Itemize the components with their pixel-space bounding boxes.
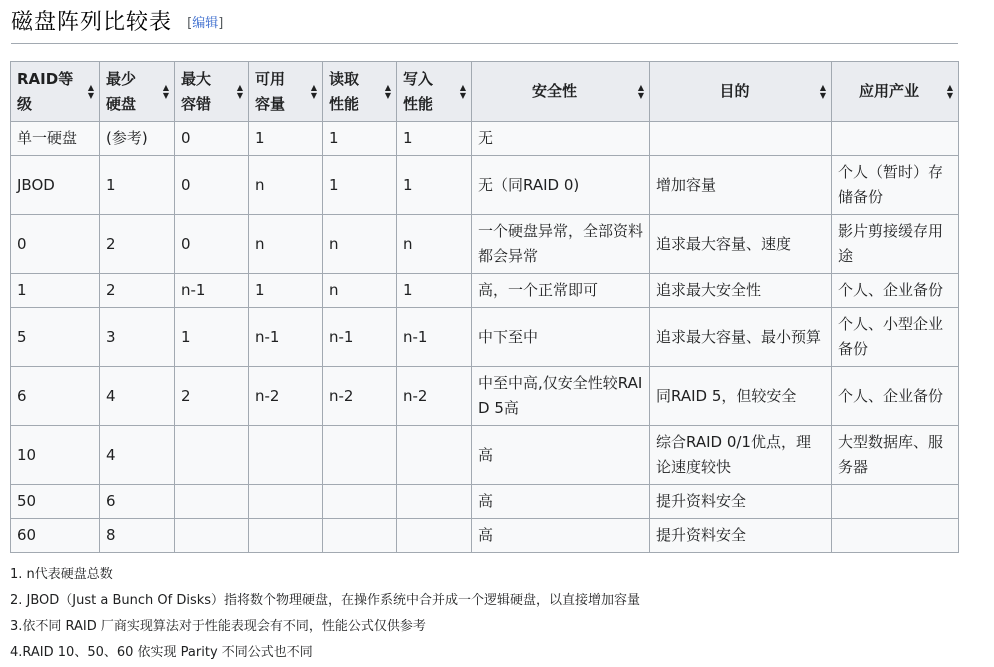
column-header-raid-level[interactable] — [11, 62, 100, 122]
header-row — [11, 62, 959, 122]
table-cell: 大型数据库、服务器 — [832, 426, 959, 485]
header-text: 目的 — [719, 82, 750, 100]
table-cell: 追求最大安全性 — [650, 274, 832, 308]
table-cell — [323, 485, 397, 519]
table-cell: 高 — [472, 485, 650, 519]
table-cell: 5 — [11, 308, 100, 367]
header-text-line1: 最少 — [106, 69, 137, 88]
header-text-line2: 容错 — [181, 94, 212, 113]
sort-arrows-icon[interactable]: ▲ ▼ — [637, 82, 644, 100]
edit-link[interactable]: 编辑 — [192, 16, 219, 31]
table-row — [11, 367, 959, 426]
table-cell: 1 — [249, 274, 323, 308]
sort-arrows-icon[interactable]: ▲ ▼ — [384, 82, 391, 100]
raid-comparison-table — [10, 61, 959, 553]
table-cell: 1 — [323, 156, 397, 215]
note-item: 1. n代表硬盘总数 — [10, 567, 113, 582]
header-text-line2: 级 — [17, 94, 33, 113]
sort-arrows-icon[interactable]: ▲ ▼ — [236, 82, 243, 100]
table-cell: 2 — [175, 367, 249, 426]
table-row — [11, 519, 959, 553]
table-cell: 4 — [100, 367, 175, 426]
header-text-line2: 硬盘 — [106, 94, 137, 113]
table-cell: n — [397, 215, 472, 274]
table-cell — [397, 426, 472, 485]
table-cell: 追求最大容量、速度 — [650, 215, 832, 274]
table-cell: 中至中高,仅安全性较RAID 5高 — [472, 367, 650, 426]
table-cell: 4 — [100, 426, 175, 485]
table-cell: 提升资料安全 — [650, 485, 832, 519]
table-cell: n-1 — [175, 274, 249, 308]
table-cell — [249, 519, 323, 553]
table-cell: 高 — [472, 519, 650, 553]
table-cell: 2 — [100, 274, 175, 308]
table-cell: 个人、企业备份 — [832, 367, 959, 426]
table-cell: 个人、小型企业备份 — [832, 308, 959, 367]
sort-arrows-icon[interactable]: ▲ ▼ — [87, 82, 94, 100]
table-cell: 高，一个正常即可 — [472, 274, 650, 308]
table-cell — [832, 519, 959, 553]
sort-arrows-icon[interactable]: ▲ ▼ — [162, 82, 169, 100]
column-header-security[interactable] — [472, 62, 650, 122]
table-cell: 一个硬盘异常，全部资料都会异常 — [472, 215, 650, 274]
table-cell: 无（同RAID 0) — [472, 156, 650, 215]
sort-arrows-icon[interactable]: ▲ ▼ — [310, 82, 317, 100]
table-cell: 0 — [11, 215, 100, 274]
table-cell — [249, 485, 323, 519]
table-cell: n — [249, 156, 323, 215]
column-header-write-performance[interactable] — [397, 62, 472, 122]
header-text: 应用产业 — [858, 82, 919, 100]
header-text-line2: 性能 — [329, 94, 360, 113]
column-header-min-disks[interactable] — [100, 62, 175, 122]
table-cell: 单一硬盘 — [11, 122, 100, 156]
table-cell: 10 — [11, 426, 100, 485]
table-cell: n — [323, 215, 397, 274]
table-cell: n-1 — [323, 308, 397, 367]
column-header-read-performance[interactable] — [323, 62, 397, 122]
table-cell: 高 — [472, 426, 650, 485]
table-row — [11, 215, 959, 274]
table-cell — [832, 122, 959, 156]
note-item: 2. JBOD（Just a Bunch Of Disks）指将数个物理硬盘，在操作系统中合并成一个逻辑硬盘，以直接增加容量 — [10, 593, 641, 608]
table-cell: n — [323, 274, 397, 308]
column-header-max-fault-tolerance[interactable] — [175, 62, 249, 122]
table-cell: 0 — [175, 215, 249, 274]
table-row — [11, 156, 959, 215]
table-cell: 3 — [100, 308, 175, 367]
table-cell — [832, 485, 959, 519]
table-cell: 综合RAID 0/1优点，理论速度较快 — [650, 426, 832, 485]
sort-arrows-icon[interactable]: ▲ ▼ — [946, 82, 953, 100]
table-row — [11, 122, 959, 156]
header-text-line1: 写入 — [403, 69, 434, 88]
table-cell: 6 — [100, 485, 175, 519]
header-text-line2: 性能 — [403, 94, 434, 113]
table-row — [11, 426, 959, 485]
edit-bracket-open: [ — [187, 16, 193, 31]
table-cell — [249, 426, 323, 485]
table-cell — [175, 485, 249, 519]
sort-arrows-icon[interactable]: ▲ ▼ — [819, 82, 826, 100]
table-cell: 影片剪接缓存用途 — [832, 215, 959, 274]
table-cell: 1 — [397, 156, 472, 215]
table-cell — [323, 426, 397, 485]
table-cell: 60 — [11, 519, 100, 553]
table-cell: JBOD — [11, 156, 100, 215]
table-cell: (参考) — [100, 122, 175, 156]
table-cell: 6 — [11, 367, 100, 426]
table-cell: 中下至中 — [472, 308, 650, 367]
header-text-line1: 读取 — [329, 69, 360, 88]
table-cell: 1 — [249, 122, 323, 156]
header-text-line1: 最大 — [181, 69, 212, 88]
table-cell: 1 — [397, 122, 472, 156]
table-cell: 无 — [472, 122, 650, 156]
note-item: 4.RAID 10、50、60 依实现 Parity 不同公式也不同 — [10, 645, 313, 660]
table-cell: 1 — [11, 274, 100, 308]
table-row — [11, 308, 959, 367]
column-header-application[interactable] — [832, 62, 959, 122]
edit-section — [187, 16, 223, 31]
table-cell: 追求最大容量、最小预算 — [650, 308, 832, 367]
table-cell: 增加容量 — [650, 156, 832, 215]
table-cell: n-2 — [397, 367, 472, 426]
table-cell: 50 — [11, 485, 100, 519]
header-text: 安全性 — [531, 82, 577, 100]
table-cell: n-2 — [249, 367, 323, 426]
table-cell: 1 — [323, 122, 397, 156]
table-row — [11, 485, 959, 519]
table-cell: n-1 — [397, 308, 472, 367]
table-cell — [650, 122, 832, 156]
table-cell — [323, 519, 397, 553]
table-cell — [397, 519, 472, 553]
header-text-line1: RAID等 — [17, 69, 74, 88]
column-header-purpose[interactable] — [650, 62, 832, 122]
table-cell: 个人（暂时）存储备份 — [832, 156, 959, 215]
table-row — [11, 274, 959, 308]
table-cell: 同RAID 5，但较安全 — [650, 367, 832, 426]
table-cell: 个人、企业备份 — [832, 274, 959, 308]
table-cell: 1 — [397, 274, 472, 308]
section-heading — [11, 8, 958, 44]
table-cell: 1 — [100, 156, 175, 215]
table-cell: 0 — [175, 122, 249, 156]
table-cell — [175, 519, 249, 553]
column-header-usable-capacity[interactable] — [249, 62, 323, 122]
section-title: 磁盘阵列比较表 — [11, 10, 173, 35]
table-cell: 8 — [100, 519, 175, 553]
table-cell: n-1 — [249, 308, 323, 367]
header-text-line1: 可用 — [255, 69, 286, 88]
edit-bracket-close: ] — [218, 16, 224, 31]
table-notes — [10, 562, 640, 666]
table-cell: 1 — [175, 308, 249, 367]
table-cell: 提升资料安全 — [650, 519, 832, 553]
table-cell: n — [249, 215, 323, 274]
header-text-line2: 容量 — [255, 94, 286, 113]
note-item: 3.依不同 RAID 厂商实现算法对于性能表现会有不同，性能公式仅供参考 — [10, 619, 426, 634]
table-cell — [397, 485, 472, 519]
table-cell: 0 — [175, 156, 249, 215]
table-cell: n-2 — [323, 367, 397, 426]
table-cell: 2 — [100, 215, 175, 274]
sort-arrows-icon[interactable]: ▲ ▼ — [459, 82, 466, 100]
table-cell — [175, 426, 249, 485]
